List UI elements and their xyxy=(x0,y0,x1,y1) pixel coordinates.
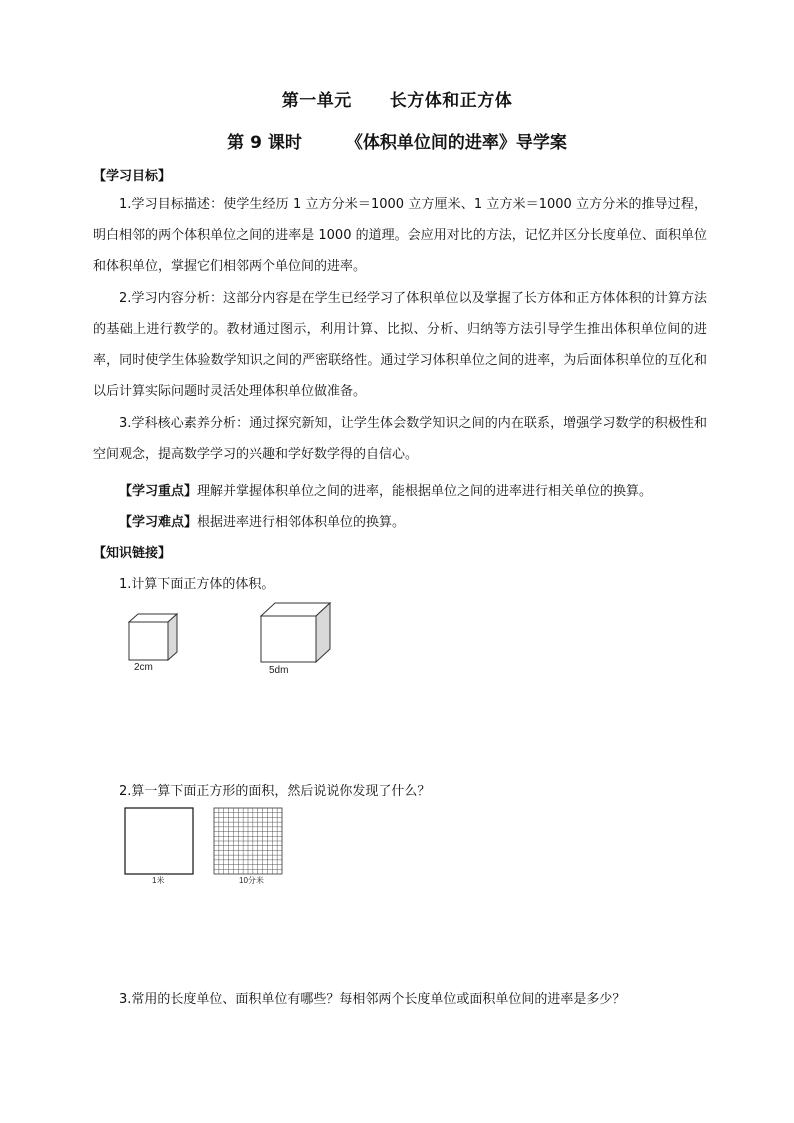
difficulty-point xyxy=(119,511,405,530)
lesson-title xyxy=(0,128,794,153)
plain-square-figure xyxy=(122,806,197,888)
large-cube-label: 5dm xyxy=(269,665,289,676)
question-1: 1.计算下面正方体的体积。 xyxy=(119,577,275,592)
small-cube-figure xyxy=(124,610,184,672)
large-cube-front xyxy=(261,616,316,662)
difficulty-label: 【学习难点】 xyxy=(119,515,198,530)
key-point-label: 【学习重点】 xyxy=(119,484,198,499)
question-3: 3.常用的长度单位、面积单位有哪些？每相邻两个长度单位或面积单位间的进率是多少？ xyxy=(119,992,626,1007)
difficulty-text: 根据进率进行相邻体积单位的换算。 xyxy=(197,515,406,530)
large-cube-figure xyxy=(256,598,336,678)
objective-item-1: 1.学习目标描述：使学生经历 1 立方分米＝1000 立方厘米、1 立方米＝1000 立方分米的推导过程，明白相邻的两个体积单位之间的进率是 1000 的道理。会应用对比的方法，记忆并区分长度单位、面积单位和体积单位，掌握它们相邻两个单位间的进率。 xyxy=(93,197,707,274)
plain-square xyxy=(125,808,193,874)
objective-item-3: 3.学科核心素养分析：通过探究新知，让学生体会数学知识之间的内在联系，增强学习数学的积极性和空间观念，提高数学学习的兴趣和学好数学得的自信心。 xyxy=(93,416,707,462)
question-2: 2.算一算下面正方形的面积，然后说说你发现了什么？ xyxy=(119,784,431,799)
plain-square-label: 1米 xyxy=(152,876,165,885)
key-point-text: 理解并掌握体积单位之间的进率，能根据单位之间的进率进行相关单位的换算。 xyxy=(197,484,653,499)
unit-name: 长方体和正方体 xyxy=(389,91,513,111)
unit-title xyxy=(0,86,794,111)
grid-square-label: 10分米 xyxy=(239,876,264,885)
objectives-heading: 【学习目标】 xyxy=(93,169,172,184)
objective-item-2: 2.学习内容分析：这部分内容是在学生已经学习了体积单位以及掌握了长方体和正方体体积的计算方法的基础上进行教学的。教材通过图示，利用计算、比拟、分析、归纳等方法引导学生推出体积单位间的进率，同时使学生体验数学知识之间的严密联络性。通过学习体积单位之间的进率，为后面体积单位的互化和以后计算实际问题时灵活处理体积单位做准备。 xyxy=(93,291,707,399)
small-cube-label: 2cm xyxy=(134,662,153,672)
grid-square-figure xyxy=(210,806,286,888)
small-cube-side xyxy=(168,614,177,660)
lesson-label: 第 9 课时 xyxy=(227,133,302,153)
knowledge-heading: 【知识链接】 xyxy=(93,546,172,561)
key-point xyxy=(119,480,652,499)
unit-label: 第一单元 xyxy=(281,91,352,111)
grid-lines xyxy=(214,808,282,874)
small-cube-front xyxy=(129,622,168,660)
lesson-name: 《体积单位间的进率》导学案 xyxy=(345,133,567,153)
